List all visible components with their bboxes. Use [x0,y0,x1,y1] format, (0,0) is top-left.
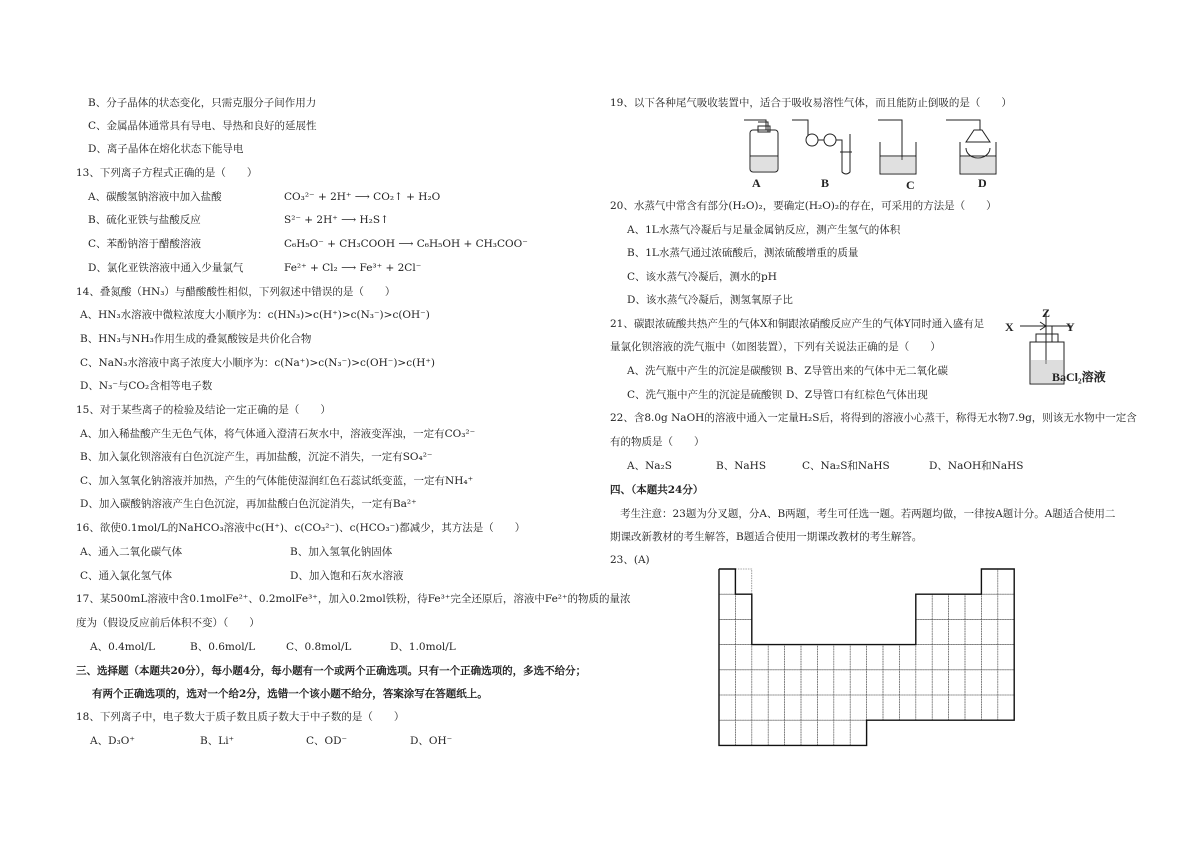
q21-stem-cont: 量氯化钡溶液的洗气瓶中（如图装置），下列有关说法正确的是（ ） [610,341,941,353]
ptable-cell [850,695,866,720]
ptable-cell [867,645,883,670]
q19-label-d: D [978,176,987,190]
ptable-cell [768,670,784,695]
q13-stem: 13、下列离子方程式正确的是（ ） [76,167,258,179]
section-4-note: 考生注意：23题为分叉题，分A、B两题，考生可任选一题。若两题均做，一律按A题计分。A题适合使用二 [620,508,1116,520]
ptable-cell [735,569,751,594]
q21-option-a: A、洗气瓶中产生的沉淀是碳酸钡 [627,365,782,377]
ptable-cell [998,695,1014,720]
ptable-cell [883,645,899,670]
q17-stem: 17、某500mL溶液中含0.1molFe²⁺、0.2molFe³⁺，加入0.2mol铁粉，待Fe³⁺完全还原后，溶液中Fe²⁺的物质的量浓 [76,593,631,605]
blank-periodic-table [714,566,1024,748]
q21-solution-label: BaCl₂溶液 [1052,370,1106,384]
ptable-cell [785,695,801,720]
ptable-cell [998,670,1014,695]
q16-option-b: B、加入氢氧化钠固体 [290,546,393,558]
section-3-heading: 三、选择题（本题共20分），每小题4分，每小题有一个或两个正确选项。只有一个正确选项的，多选不给分； [76,665,587,677]
q20-option-d: D、该水蒸气冷凝后，测氢氧原子比 [627,294,793,306]
ptable-cell [719,670,735,695]
ptable-cell [785,670,801,695]
q22-option-d: D、NaOH和NaHS [929,460,1024,472]
ptable-cell [719,720,735,745]
q18-option-a: A、D₃O⁺ [90,735,135,747]
q21-option-d: D、Z导管口有红棕色气体出现 [786,389,928,401]
ptable-cell [998,594,1014,619]
ptable-cell [752,720,768,745]
ptable-cell [932,670,948,695]
q16-stem: 16、欲使0.1mol/L的NaHCO₃溶液中c(H⁺)、c(CO₃²⁻)、c(HCO₃⁻)都减少，其方法是（ ） [76,522,526,534]
q15-option-b: B、加入氯化钡溶液有白色沉淀产生，再加盐酸，沉淀不消失，一定有SO₄²⁻ [80,451,433,463]
q20-stem: 20、水蒸气中常含有部分(H₂O)₂，要确定(H₂O)₂的存在，可采用的方法是（ ） [610,200,997,212]
ptable-cell [817,645,833,670]
q14-option-b: B、HN₃与NH₃作用生成的叠氮酸铵是共价化合物 [80,333,312,345]
ptable-cell [916,670,932,695]
q21-label-z: Z [1042,306,1051,320]
q19-stem: 19、以下各种尾气吸收装置中，适合于吸收易溶性气体，而且能防止倒吸的是（ ） [610,97,1012,109]
q21-stem: 21、碳跟浓硫酸共热产生的气体X和铜跟浓硝酸反应产生的气体Y同时通入盛有足 [610,318,985,330]
ptable-cell [998,619,1014,644]
q18-stem: 18、下列离子中，电子数大于质子数且质子数大于中子数的是（ ） [76,711,405,723]
q13-option-d: D、氯化亚铁溶液中通入少量氯气 [88,262,244,274]
q13-option-a-equation: CO₃²⁻ + 2H⁺ ⟶ CO₂↑ + H₂O [284,191,441,203]
ptable-cell [801,670,817,695]
section-4-heading: 四、（本题共24分） [610,484,704,496]
ptable-cell [981,569,997,594]
q16-option-a: A、通入二氧化碳气体 [80,546,183,558]
q13-option-d-equation: Fe²⁺ + Cl₂ ⟶ Fe³⁺ + 2Cl⁻ [284,262,422,274]
q15-stem: 15、对于某些离子的检验及结论一定正确的是（ ） [76,404,331,416]
ptable-cell [998,569,1014,594]
ptable-cell [801,645,817,670]
ptable-cell [785,720,801,745]
q18-option-b: B、Li⁺ [200,735,235,747]
q23-label: 23、(A) [610,554,650,566]
section-4-note-cont: 期课改新教材的考生解答，B题适合使用一期课改教材的考生解答。 [610,531,923,543]
ptable-cell [899,670,915,695]
ptable-cell [965,670,981,695]
ptable-cell [735,670,751,695]
q13-option-b-equation: S²⁻ + 2H⁺ ⟶ H₂S↑ [284,214,389,226]
q17-option-b: B、0.6mol/L [190,641,256,653]
ptable-cell [834,695,850,720]
ptable-cell [949,695,965,720]
ptable-cell [850,670,866,695]
ptable-cell [834,645,850,670]
ptable-cell [883,695,899,720]
q15-option-d: D、加入碳酸钠溶液产生白色沉淀，再加盐酸白色沉淀消失，一定有Ba²⁺ [80,498,417,510]
q19-label-b: B [821,176,830,190]
q21-label-y: Y [1066,320,1075,334]
ptable-cell [801,720,817,745]
q17-option-c: C、0.8mol/L [286,641,352,653]
q17-stem-cont: 度为（假设反应前后体积不变）（ ） [76,617,260,629]
ptable-cell [916,619,932,644]
q21-option-c: C、洗气瓶中产生的沉淀是硫酸钡 [627,389,783,401]
q14-stem: 14、叠氮酸（HN₃）与醋酸酸性相似，下列叙述中错误的是（ ） [76,286,396,298]
q14-option-a: A、HN₃水溶液中微粒浓度大小顺序为：c(HN₃)>c(H⁺)>c(N₃⁻)>c(OH⁻) [80,309,430,321]
ptable-cell [785,645,801,670]
ptable-cell [850,720,866,745]
ptable-cell [834,670,850,695]
q19-label-c: C [906,178,915,192]
q17-option-d: D、1.0mol/L [390,641,456,653]
ptable-cell [916,594,932,619]
q22-stem-cont: 有的物质是（ ） [610,436,705,448]
ptable-cell [949,619,965,644]
ptable-cell [752,670,768,695]
ptable-cell [949,594,965,619]
q18-option-d: D、OH⁻ [410,735,453,747]
q18-option-c: C、OD⁻ [306,735,348,747]
ptable-cell [965,695,981,720]
section-3-instructions: 有两个正确选项的，选对一个给2分，选错一个该小题不给分，答案涂写在答题纸上。 [92,688,488,700]
ptable-cell [932,594,948,619]
ptable-cell [817,670,833,695]
ptable-cell [752,695,768,720]
ptable-cell [719,695,735,720]
q16-option-d: D、加入饱和石灰水溶液 [290,570,404,582]
ptable-cell [981,695,997,720]
ptable-cell [768,645,784,670]
ptable-cell [752,645,768,670]
q12-option-c: C、金属晶体通常具有导电、导热和良好的延展性 [88,120,317,132]
ptable-cell [735,594,751,619]
q14-option-c: C、NaN₃水溶液中离子浓度大小顺序为：c(Na⁺)>c(N₃⁻)>c(OH⁻)>c(H⁺) [80,357,435,369]
ptable-cell [867,695,883,720]
ptable-cell [719,645,735,670]
q16-option-c: C、通入氯化氢气体 [80,570,173,582]
ptable-cell [817,720,833,745]
ptable-cell [899,695,915,720]
ptable-cell [965,645,981,670]
q22-option-a: A、Na₂S [627,460,672,472]
q22-option-b: B、NaHS [716,460,767,472]
ptable-cell [768,695,784,720]
ptable-cell [949,645,965,670]
ptable-cell [735,695,751,720]
ptable-cell [916,645,932,670]
q22-option-c: C、Na₂S和NaHS [802,460,890,472]
ptable-cell [719,619,735,644]
ptable-cell [949,670,965,695]
ptable-cell [981,619,997,644]
q19-label-a: A [752,176,761,190]
q12-option-d: D、离子晶体在熔化状态下能导电 [88,143,244,155]
ptable-cell [981,670,997,695]
ptable-cell [932,645,948,670]
q22-stem: 22、含8.0g NaOH的溶液中通入一定量H₂S后，将得到的溶液小心蒸干，称得无水物7.9g，则该无水物中一定含 [610,412,1137,424]
ptable-cell [965,594,981,619]
ptable-cell [981,594,997,619]
q13-option-c-equation: C₆H₅O⁻ + CH₃COOH ⟶ C₆H₅OH + CH₃COO⁻ [284,238,528,250]
ptable-cell [719,594,735,619]
q20-option-a: A、1L水蒸气冷凝后与足量金属钠反应，测产生氢气的体积 [627,224,901,236]
ptable-cell [998,645,1014,670]
ptable-cell [883,670,899,695]
ptable-cell [899,645,915,670]
q14-option-d: D、N₃⁻与CO₂含相等电子数 [80,380,213,392]
ptable-cell [965,619,981,644]
ptable-cell [768,720,784,745]
ptable-cell [801,695,817,720]
ptable-cell [981,645,997,670]
q19-apparatus-figure [730,112,1010,190]
ptable-cell [735,619,751,644]
ptable-cell [834,720,850,745]
ptable-cell [735,720,751,745]
ptable-cell [719,569,735,594]
ptable-cell [735,645,751,670]
q13-option-b: B、硫化亚铁与盐酸反应 [88,214,201,226]
q20-option-b: B、1L水蒸气通过浓硫酸后，测浓硫酸增重的质量 [627,247,859,259]
ptable-cell [932,695,948,720]
q13-option-c: C、苯酚钠溶于醋酸溶液 [88,238,202,250]
q17-option-a: A、0.4mol/L [90,641,155,653]
q15-option-c: C、加入氢氧化钠溶液并加热，产生的气体能使湿润红色石蕊试纸变蓝，一定有NH₄⁺ [80,475,474,487]
q12-option-b: B、分子晶体的状态变化，只需克服分子间作用力 [88,97,317,109]
ptable-cell [932,619,948,644]
q21-label-x: X [1005,320,1014,334]
q15-option-a: A、加入稀盐酸产生无色气体，将气体通入澄清石灰水中，溶液变浑浊，一定有CO₃²⁻ [80,428,476,440]
ptable-cell [817,695,833,720]
ptable-cell [867,670,883,695]
ptable-cell [850,645,866,670]
ptable-cell [916,695,932,720]
q13-option-a: A、碳酸氢钠溶液中加入盐酸 [88,191,222,203]
q21-option-b: B、Z导管出来的气体中无二氧化碳 [786,365,949,377]
q20-option-c: C、该水蒸气冷凝后，测水的pH [627,271,777,283]
